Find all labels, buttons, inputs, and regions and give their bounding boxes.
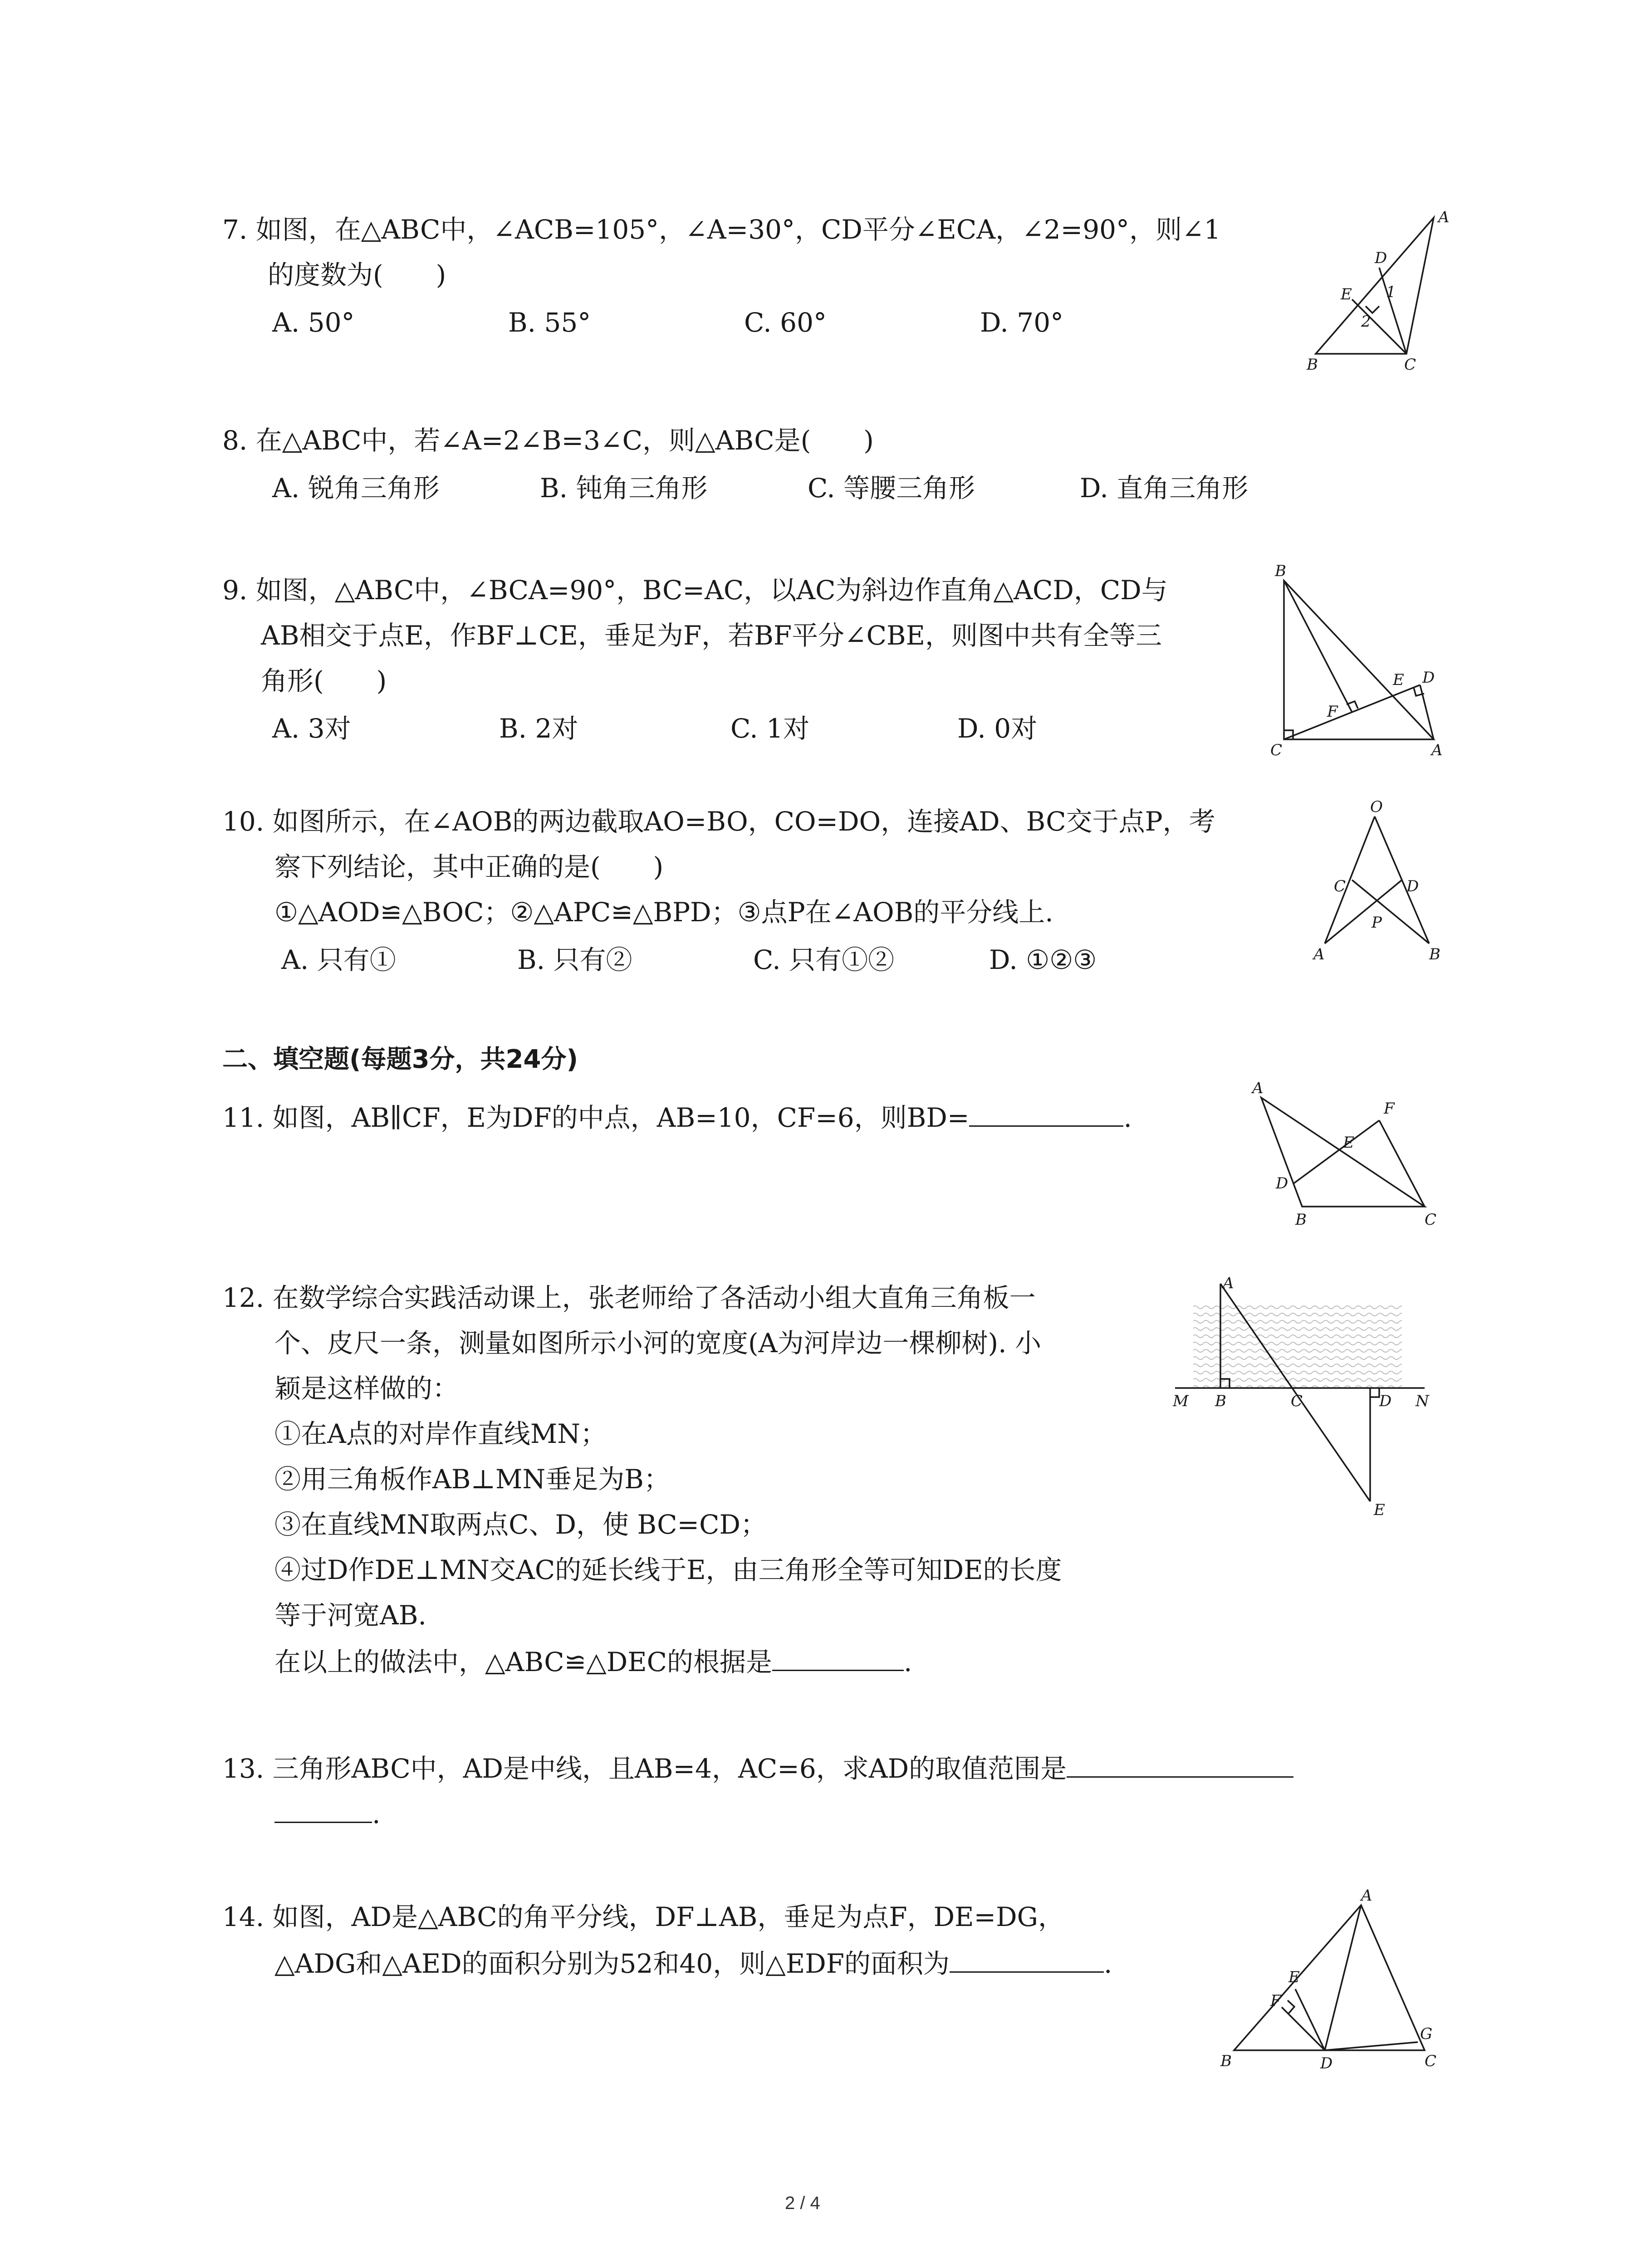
q14-label-d: D bbox=[1320, 2054, 1333, 2072]
q12-line8: 等于河宽AB. bbox=[274, 1600, 426, 1631]
q10-label-o: O bbox=[1370, 798, 1383, 816]
q7-label-2: 2 bbox=[1361, 313, 1371, 331]
q10-label-a: A bbox=[1313, 945, 1325, 963]
q8-option-a: A. 锐角三角形 bbox=[272, 473, 440, 503]
q7-label-e: E bbox=[1341, 285, 1352, 303]
page-number: 2 / 4 bbox=[785, 2193, 820, 2213]
q12-label-e: E bbox=[1374, 1501, 1385, 1519]
q10-option-a: A. 只有① bbox=[281, 944, 396, 975]
section2-title: 二、填空题(每题3分，共24分) bbox=[222, 1045, 578, 1074]
q7-line2: 的度数为( ) bbox=[268, 259, 446, 290]
q14-label-f: F bbox=[1270, 1992, 1281, 2010]
q7-label-b: B bbox=[1307, 356, 1318, 374]
q12-label-m: M bbox=[1173, 1392, 1189, 1410]
q7-label-a: A bbox=[1438, 208, 1450, 226]
q9-option-b: B. 2对 bbox=[499, 713, 578, 744]
q12-stem: 在以上的做法中，△ABC≌△DEC的根据是 bbox=[274, 1647, 772, 1677]
q13-answer-blank-1[interactable] bbox=[1067, 1751, 1293, 1778]
q9-label-b: B bbox=[1275, 562, 1286, 580]
q10-line3: ①△AOD≌△BOC；②△APC≌△BPD；③点P在∠AOB的平分线上. bbox=[274, 897, 1053, 928]
q10-label-d: D bbox=[1406, 877, 1419, 895]
q14-figure bbox=[1207, 1887, 1452, 2082]
q12-line7: ④过D作DE⊥MN交AC的延长线于E，由三角形全等可知DE的长度 bbox=[274, 1554, 1062, 1585]
q12-line1: 12. 在数学综合实践活动课上，张老师给了各活动小组大直角三角板一 bbox=[222, 1282, 1036, 1313]
q14-tail: . bbox=[1103, 1948, 1112, 1979]
q9-label-d: D bbox=[1422, 669, 1435, 687]
q12-label-d: D bbox=[1379, 1392, 1392, 1410]
q11-label-e: E bbox=[1343, 1134, 1354, 1152]
q12-answer-blank[interactable] bbox=[772, 1644, 904, 1671]
q13-tail: . bbox=[372, 1799, 381, 1829]
q10-option-c: C. 只有①② bbox=[753, 944, 895, 975]
q12-line2: 个、皮尺一条，测量如图所示小河的宽度(A为河岸边一棵柳树). 小 bbox=[274, 1328, 1042, 1359]
q7-figure bbox=[1298, 209, 1461, 381]
q12-line6: ③在直线MN取两点C、D，使 BC=CD； bbox=[274, 1509, 767, 1540]
q11-label-b: B bbox=[1295, 1211, 1307, 1229]
q10-label-b: B bbox=[1429, 945, 1440, 963]
q12-line9 bbox=[274, 1644, 912, 1678]
q14-label-c: C bbox=[1425, 2052, 1437, 2070]
q9-line2: AB相交于点E，作BF⊥CE，垂足为F，若BF平分∠CBE，则图中共有全等三 bbox=[261, 620, 1162, 651]
q10-option-d: D. ①②③ bbox=[989, 944, 1097, 975]
q14-label-b: B bbox=[1220, 2052, 1232, 2070]
q11-tail: . bbox=[1123, 1102, 1132, 1133]
q11-label-c: C bbox=[1425, 1211, 1437, 1229]
q11-figure bbox=[1243, 1080, 1452, 1234]
q13-line2 bbox=[274, 1796, 380, 1830]
q7-label-d: D bbox=[1375, 249, 1387, 267]
q14-label-g: G bbox=[1420, 2025, 1433, 2043]
q10-line2: 察下列结论，其中正确的是( ) bbox=[274, 851, 664, 882]
q13-stem: 13. 三角形ABC中，AD是中线，且AB=4，AC=6，求AD的取值范围是 bbox=[222, 1753, 1067, 1784]
q12-line4: ①在A点的对岸作直线MN； bbox=[274, 1418, 607, 1449]
q12-figure bbox=[1171, 1275, 1443, 1533]
q13-line1 bbox=[222, 1751, 1293, 1785]
q7-option-a: A. 50° bbox=[272, 307, 355, 338]
q13-answer-blank-2[interactable] bbox=[274, 1796, 372, 1823]
q12-tail: . bbox=[904, 1647, 912, 1677]
q14-label-e: E bbox=[1288, 1968, 1300, 1986]
q12-line5: ②用三角板作AB⊥MN垂足为B； bbox=[274, 1464, 670, 1495]
q7-option-d: D. 70° bbox=[980, 307, 1064, 338]
q10-label-c: C bbox=[1334, 877, 1346, 895]
q12-label-c: C bbox=[1291, 1392, 1303, 1410]
q7-line1: 7. 如图，在△ABC中，∠ACB=105°，∠A=30°，CD平分∠ECA，∠2=90°，则∠1 bbox=[222, 214, 1221, 245]
q11-text bbox=[222, 1100, 1132, 1134]
q11-label-a: A bbox=[1252, 1079, 1264, 1097]
q10-line1: 10. 如图所示，在∠AOB的两边截取AO=BO，CO=DO，连接AD、BC交于点P，考 bbox=[222, 806, 1215, 837]
q8-option-d: D. 直角三角形 bbox=[1080, 473, 1249, 503]
q11-answer-blank[interactable] bbox=[969, 1100, 1123, 1127]
q14-label-a: A bbox=[1361, 1887, 1372, 1905]
q14-line2 bbox=[274, 1946, 1112, 1980]
q14-stem: △ADG和△AED的面积分别为52和40，则△EDF的面积为 bbox=[274, 1948, 950, 1979]
q9-label-f: F bbox=[1327, 703, 1338, 721]
q10-label-p: P bbox=[1372, 914, 1382, 932]
q14-line1: 14. 如图，AD是△ABC的角平分线，DF⊥AB，垂足为点F，DE=DG， bbox=[222, 1901, 1064, 1932]
q9-figure bbox=[1261, 562, 1452, 762]
q9-option-a: A. 3对 bbox=[272, 713, 351, 744]
q12-label-a: A bbox=[1223, 1274, 1234, 1292]
q7-label-c: C bbox=[1404, 356, 1416, 374]
q8-line1: 8. 在△ABC中，若∠A=2∠B=3∠C，则△ABC是( ) bbox=[222, 425, 874, 456]
q11-stem: 11. 如图，AB∥CF，E为DF的中点，AB=10，CF=6，则BD= bbox=[222, 1102, 970, 1133]
q9-label-c: C bbox=[1270, 741, 1283, 759]
q10-figure bbox=[1307, 798, 1452, 971]
q12-line3: 颖是这样做的： bbox=[274, 1373, 459, 1404]
q9-label-a: A bbox=[1431, 741, 1443, 759]
q11-label-f: F bbox=[1384, 1100, 1395, 1118]
q9-label-e: E bbox=[1393, 671, 1404, 689]
q7-option-c: C. 60° bbox=[744, 307, 827, 338]
q11-label-d: D bbox=[1276, 1174, 1288, 1193]
q14-answer-blank[interactable] bbox=[950, 1946, 1104, 1973]
q9-option-d: D. 0对 bbox=[957, 713, 1038, 744]
q7-option-b: B. 55° bbox=[508, 307, 591, 338]
q10-option-b: B. 只有② bbox=[517, 944, 632, 975]
q7-label-1: 1 bbox=[1386, 283, 1396, 301]
q9-line3: 角形( ) bbox=[261, 665, 387, 696]
q12-label-b: B bbox=[1215, 1392, 1226, 1410]
q12-label-n: N bbox=[1416, 1392, 1429, 1410]
q8-option-c: C. 等腰三角形 bbox=[808, 473, 975, 503]
q8-option-b: B. 钝角三角形 bbox=[540, 473, 708, 503]
q9-option-c: C. 1对 bbox=[730, 713, 810, 744]
q9-line1: 9. 如图，△ABC中，∠BCA=90°，BC=AC，以AC为斜边作直角△ACD，CD与 bbox=[222, 575, 1168, 606]
